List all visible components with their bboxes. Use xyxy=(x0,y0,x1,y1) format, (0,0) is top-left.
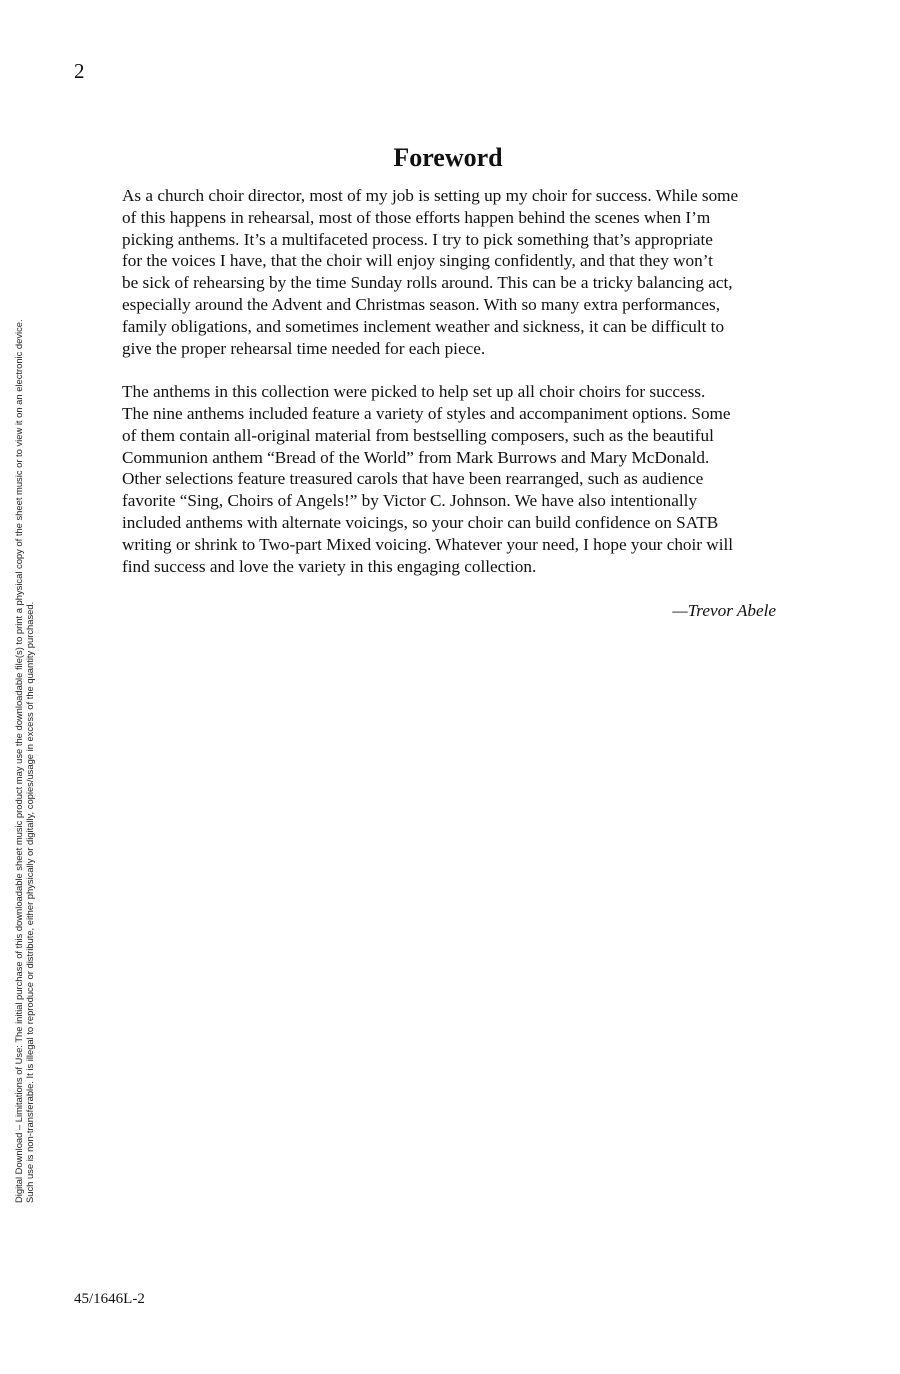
foreword-body xyxy=(122,185,788,599)
text-line: for the voices I have, that the choir will enjoy singing confidently, and that they won’t xyxy=(122,251,713,271)
page-number: 2 xyxy=(74,59,85,83)
text-line: writing or shrink to Two-part Mixed voicing. Whatever your need, I hope your choir will xyxy=(122,534,734,554)
text-line: find success and love the variety in this engaging collection. xyxy=(122,556,537,576)
catalog-code: 45/1646L-2 xyxy=(74,1291,145,1307)
page-title: Foreword xyxy=(393,143,503,172)
text-line: favorite “Sing, Choirs of Angels!” by Victor C. Johnson. We have also intentionally xyxy=(122,491,698,511)
text-line: of this happens in rehearsal, most of those efforts happen behind the scenes when I’m xyxy=(122,207,711,227)
text-line: The anthems in this collection were picked to help set up all choir choirs for success. xyxy=(122,382,706,402)
digital-download-notice xyxy=(14,173,35,1203)
text-line: especially around the Advent and Christmas season. With so many extra performances, xyxy=(122,294,721,314)
foreword-paragraph-2 xyxy=(122,381,788,577)
notice-line-1: Digital Download – Limitations of Use: The initial purchase of this downloadable sheet music product may use the downloadable file(s) to print a physical copy of the sheet music or to view it on an electronic device. xyxy=(13,319,24,1203)
text-line: included anthems with alternate voicings, so your choir can build confidence on SATB xyxy=(122,512,719,532)
text-line: family obligations, and sometimes inclement weather and sickness, it can be difficult to xyxy=(122,316,725,336)
text-line: The nine anthems included feature a variety of styles and accompaniment options. Some xyxy=(122,403,731,423)
text-line: be sick of rehearsing by the time Sunday rolls around. This can be a tricky balancing act, xyxy=(122,273,733,293)
text-line: Communion anthem “Bread of the World” from Mark Burrows and Mary McDonald. xyxy=(122,447,710,467)
notice-line-2: Such use is non-transferable. It is illegal to reproduce or distribute, either physically or digitally, copies/usage in excess of the quantity purchased. xyxy=(23,601,35,1203)
text-line: picking anthems. It’s a multifaceted process. I try to pick something that’s appropriate xyxy=(122,229,713,249)
text-line: Other selections feature treasured carols that have been rearranged, such as audience xyxy=(122,469,704,489)
author-signature: —Trevor Abele xyxy=(672,601,776,620)
foreword-paragraph-1 xyxy=(122,185,788,359)
text-line: give the proper rehearsal time needed for each piece. xyxy=(122,338,486,358)
text-line: of them contain all-original material from bestselling composers, such as the beautiful xyxy=(122,425,714,445)
text-line: As a church choir director, most of my job is setting up my choir for success. While some xyxy=(122,186,739,205)
